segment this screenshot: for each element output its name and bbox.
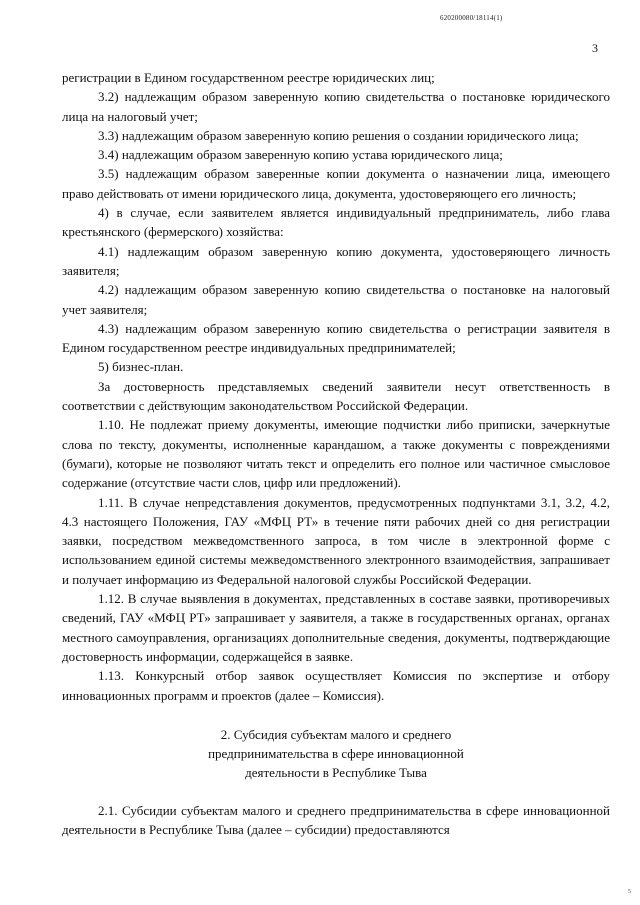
- paragraph: 2.1. Субсидии субъектам малого и среднего предпринимательства в сфере инновационной деятельности в Республике Тыва (далее – субсидии) предоставляются: [62, 802, 610, 837]
- paragraph: 4.2) надлежащим образом заверенную копию свидетельства о постановке на налоговый учет заявителя;: [62, 282, 610, 317]
- paragraph: 5) бизнес-план.: [98, 359, 184, 375]
- paragraph: 1.10. Не подлежат приему документы, имеющие подчистки либо приписки, зачеркнутые слова по тексту, документы, исполненные карандашом, а также документы с повреждениями (бумаги), которые не позволяют читать текст и определить его полное или частичное смысловое содержание (отсутствие части слов, цифр или предложений).: [62, 417, 610, 491]
- document-body: [62, 68, 610, 839]
- section-heading-line: предпринимательства в сфере инновационной: [208, 746, 464, 762]
- margin-mark: 5: [628, 889, 631, 895]
- section-heading: [62, 725, 610, 783]
- paragraph: 3.5) надлежащим образом заверенные копии документа о назначении лица, имеющего право действовать от имени юридического лица, документа, удостоверяющего его личность;: [62, 166, 610, 201]
- paragraph: 4) в случае, если заявителем является индивидуальный предприниматель, либо глава крестьянского (фермерского) хозяйства:: [62, 205, 610, 240]
- paragraph: 3.2) надлежащим образом заверенную копию свидетельства о постановке юридического лица на налоговый учет;: [62, 89, 610, 124]
- page-number: 3: [592, 41, 598, 55]
- paragraph: 4.1) надлежащим образом заверенную копию документа, удостоверяющего личность заявителя;: [62, 243, 610, 278]
- paragraph: регистрации в Едином государственном реестре юридических лиц;: [62, 70, 435, 85]
- document-code: 620200080/18114(1): [440, 14, 503, 22]
- paragraph: 1.13. Конкурсный отбор заявок осуществляет Комиссия по экспертизе и отбору инновационных программ и проектов (далее – Комиссия).: [62, 668, 610, 703]
- paragraph: 4.3) надлежащим образом заверенную копию свидетельства о регистрации заявителя в Едином государственном реестре индивидуальных предпринимателей;: [62, 320, 610, 356]
- paragraph: 1.12. В случае выявления в документах, представленных в составе заявки, противоречивых сведений, ГАУ «МФЦ РТ» запрашивает у заявителя, а также в государственных органах, органах местного самоуправления, организациях дополнительные сведения, документы, подтверждающие достоверность информации, содержащейся в заявке.: [62, 591, 610, 664]
- paragraph: За достоверность представляемых сведений заявители несут ответственность в соответствии с действующим законодательством Российской Федерации.: [62, 378, 610, 414]
- section-heading-line: 2. Субсидия субъектам малого и среднего: [220, 726, 452, 742]
- paragraph: 3.4) надлежащим образом заверенную копию устава юридического лица;: [98, 147, 503, 163]
- paragraph: 1.11. В случае непредставления документов, предусмотренных подпунктами 3.1, 3.2, 4.2, 4.3 настоящего Положения, ГАУ «МФЦ РТ» в течение пяти рабочих дней со дня регистрации заявки, посредством межведомственного запроса, в том числе в электронной форме с использованием единой системы межведомственного электронного взаимодействия, запрашивает и получает информацию из Федеральной налоговой службы Российской Федерации.: [62, 494, 610, 587]
- paragraph: 3.3) надлежащим образом заверенную копию решения о создании юридического лица;: [98, 127, 579, 143]
- section-heading-line: деятельности в Республике Тыва: [245, 765, 427, 781]
